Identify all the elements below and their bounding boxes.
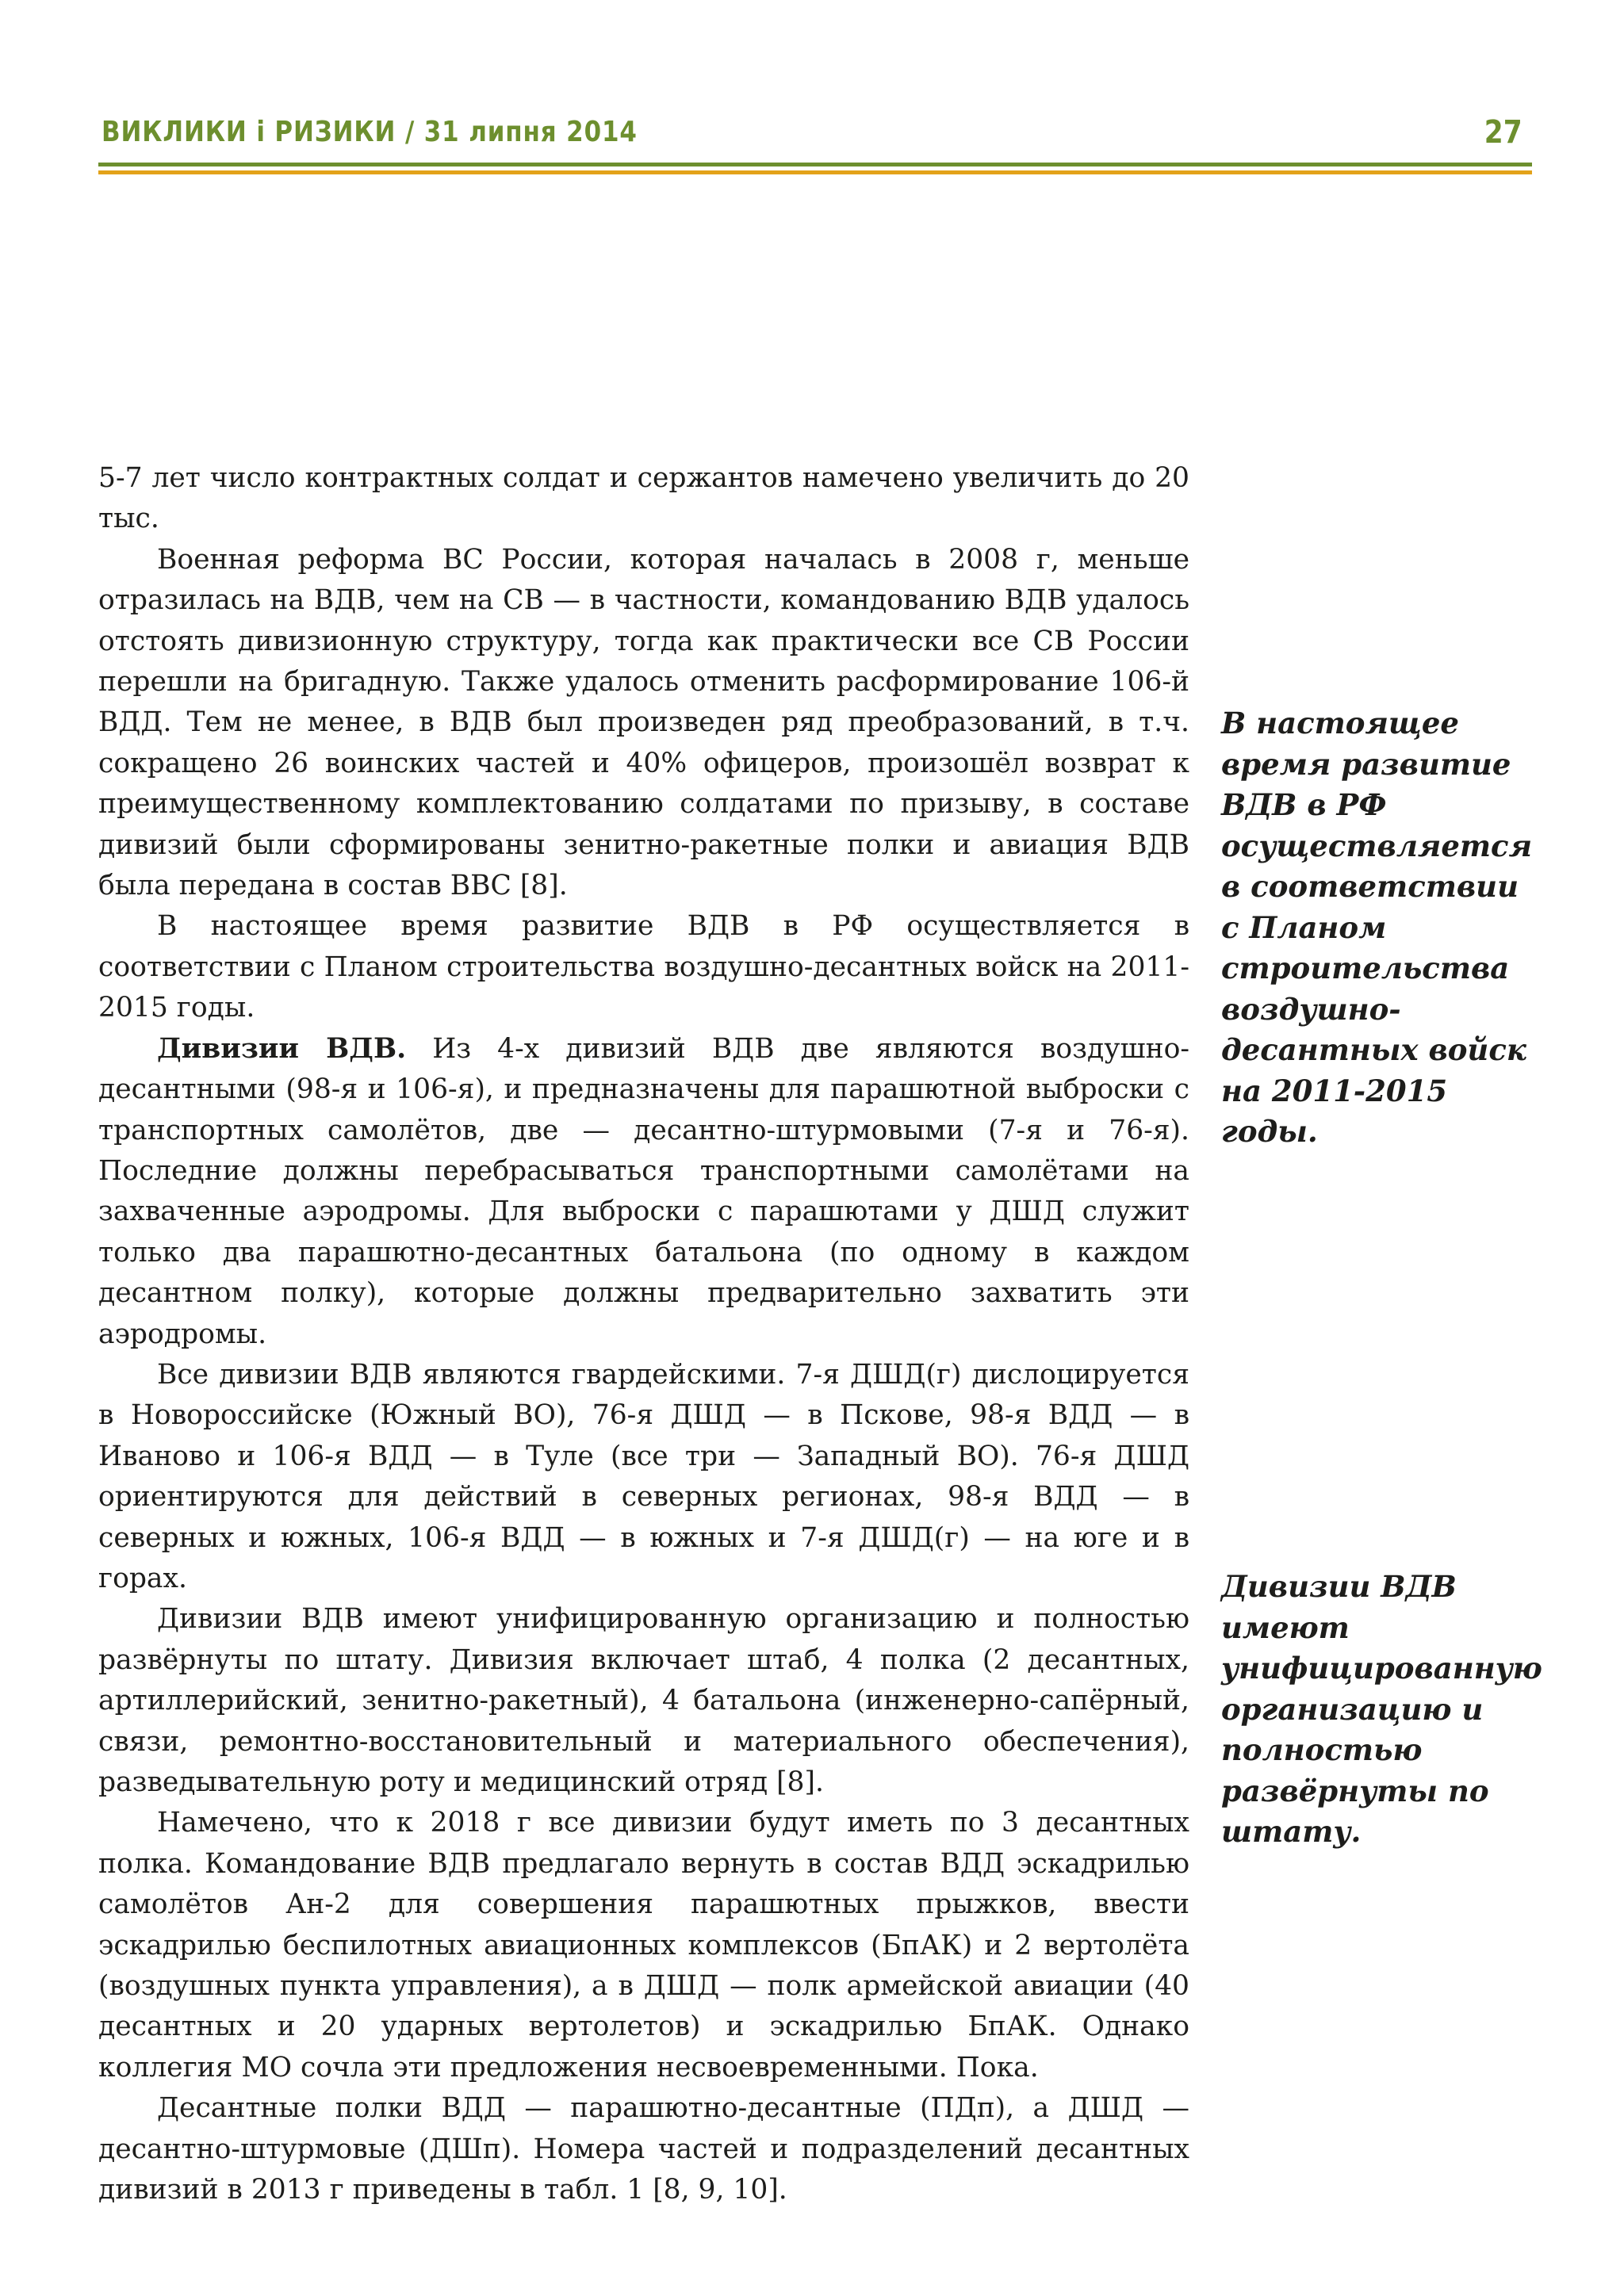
page-number: 27 — [1484, 114, 1522, 151]
paragraph-3: В настоящее время развитие ВДВ в РФ осуществляется в соответствии с Планом строительства воздушно-десантных войск на 2011-2015 годы. — [98, 910, 1189, 1024]
paragraph-lead-divisions: Дивизии ВДВ. — [157, 1032, 407, 1065]
paragraph-4 — [98, 1029, 1189, 1355]
pull-quote-2: Дивизии ВДВ имеют унифицированную организацию и полностью развёрнуты по штату. — [1221, 1569, 1542, 1849]
paragraph-5: Все дивизии ВДВ являются гвардейскими. 7-я ДШД(г) дислоцируется в Новороссийске (Южный ВО), 76-я ДШД — в Пскове, 98-я ВДД — в Иваново и 106-я ВДД — в Туле (все три — Западный ВО). 76-я ДШД ориентируются для действий в северных регионах, 98-я ВДД — в северных и южных, 106-я ВДД — в южных и 7-я ДШД(г) — на юге и в горах. — [98, 1358, 1189, 1594]
paragraph-4-text: Из 4-х дивизий ВДВ две являются воздушно-десантными (98-я и 106-я), и предназначены для парашютной выброски с транспортных самолётов, две — десантно-штурмовыми (7-я и 76-я). Последние должны перебрасываться транспортными самолётами на захваченные аэродромы. Для выброски с парашютами у ДШД служит только два парашютно-десантных батальона (по одному в каждом десантном полку), которые должны предварительно захватить эти аэродромы. — [98, 1032, 1189, 1350]
paragraph-7: Намечено, что к 2018 г все дивизии будут иметь по 3 десантных полка. Командование ВДВ предлагало вернуть в состав ВДД эскадрилью самолётов Ан-2 для совершения парашютных прыжков, ввести эскадрилью беспилотных авиационных комплексов (БпАК) и 2 вертолёта (воздушных пункта управления), а в ДШД — полк армейской авиации (40 десантных и 20 ударных вертолетов) и эскадрилью БпАК. Однако коллегия МО сочла эти предложения несвоевременными. Пока. — [98, 1807, 1189, 2084]
running-title: ВИКЛИКИ і РИЗИКИ / 31 липня 2014 — [102, 116, 638, 148]
paragraph-2: Военная реформа ВС России, которая началась в 2008 г, меньше отразилась на ВДВ, чем на СВ — в частности, командованию ВДВ удалось отстоять дивизионную структуру, тогда как практически все СВ России перешли на бригадную. Также удалось отменить расформирование 106-й ВДД. Тем не менее, в ВДВ был произведен ряд преобразований, в т.ч. сокращено 26 воинских частей и 40% офицеров, произошёл возврат к преимущественному комплектованию солдатами по призыву, в составе дивизий были сформированы зенитно-ракетные полки и авиация ВДВ была передана в состав ВВС [8]. — [98, 543, 1189, 902]
paragraph-8: Десантные полки ВДД — парашютно-десантные (ПДп), а ДШД — десантно-штурмовые (ДШп). Номера частей и подразделений десантных дивизий в 2013 г приведены в табл. 1 [8, 9, 10]. — [98, 2092, 1189, 2206]
pull-quote-1: В настоящее время развитие ВДВ в РФ осуществляется в соответствии с Планом строительства воздушно-десантных войск на 2011-2015 годы. — [1221, 706, 1533, 1149]
paragraph-6: Дивизии ВДВ имеют унифицированную организацию и полностью развёрнуты по штату. Дивизия включает штаб, 4 полка (2 десантных, артиллерийский, зенитно-ракетный), 4 батальона (инженерно-сапёрный, связи, ремонтно-восстановительный и материального обеспечения), разведывательную роту и медицинский отряд [8]. — [98, 1603, 1189, 1798]
article-body — [98, 458, 1189, 2210]
paragraph-1: 5-7 лет число контрактных солдат и сержантов намечено увеличить до 20 тыс. — [98, 462, 1189, 535]
header-rule-orange — [98, 170, 1532, 174]
header-rule-green — [98, 163, 1532, 166]
